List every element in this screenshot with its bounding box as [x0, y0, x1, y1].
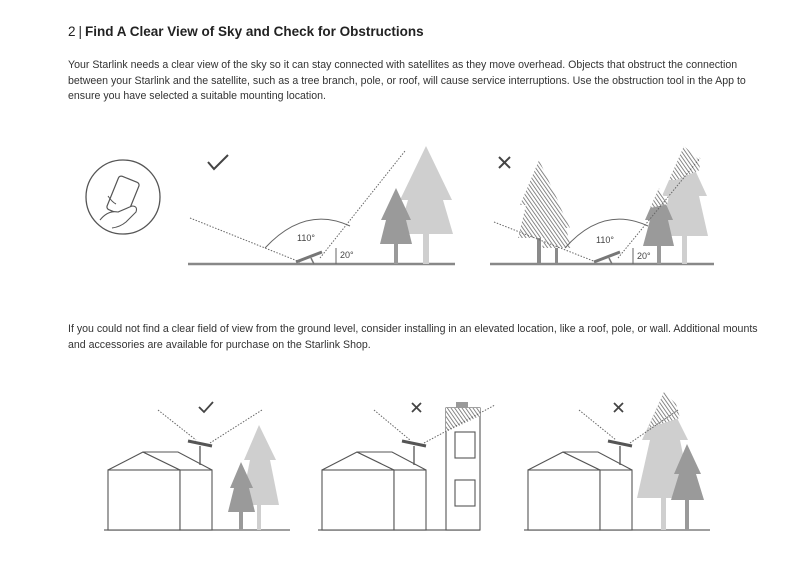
cross-icon — [499, 157, 510, 168]
house-icon — [528, 452, 632, 530]
building-icon — [446, 402, 480, 530]
intro-paragraph: Your Starlink needs a clear view of the sky so it can stay connected with satellites as they move overhead. Objects that obstruct the connection between your Starlink and the satellite, such as a tree branch, pole, or roof, will cause service interruptions. Use the obstruction tool in the App to ensure you have selected a suitable mounting location. — [68, 59, 746, 102]
cross-icon — [412, 403, 421, 412]
obstructed-view-scene — [490, 146, 714, 264]
tree-light — [398, 146, 453, 264]
elevated-paragraph: If you could not find a clear field of view from the ground level, consider installing in an elevated location, like a roof, pole, or wall. Additional mounts and accessories are available for purchase on the Starlink Shop. — [68, 323, 758, 351]
field-angle-label: 110° — [297, 233, 315, 243]
cross-icon — [614, 403, 623, 412]
section-separator: | — [78, 24, 83, 39]
check-icon — [208, 155, 228, 169]
field-angle-label: 110° — [596, 235, 614, 245]
dish-icon — [402, 441, 426, 446]
tilt-angle-label: 20° — [637, 251, 651, 261]
roof-mount-clear-scene — [104, 402, 290, 530]
dish-icon — [594, 252, 620, 264]
tilt-angle-label: 20° — [340, 250, 354, 260]
section-title: Find A Clear View of Sky and Check for Obstructions — [85, 24, 424, 39]
check-icon — [199, 402, 213, 412]
dish-icon — [608, 441, 632, 446]
house-icon — [108, 452, 212, 530]
roof-mount-tree-scene — [524, 392, 710, 530]
dish-icon — [188, 441, 212, 446]
clear-view-scene — [188, 146, 455, 264]
roof-mount-building-scene — [318, 402, 495, 530]
house-icon — [322, 452, 426, 530]
phone-in-hand-icon — [86, 160, 160, 234]
section-number: 2 — [68, 24, 76, 39]
